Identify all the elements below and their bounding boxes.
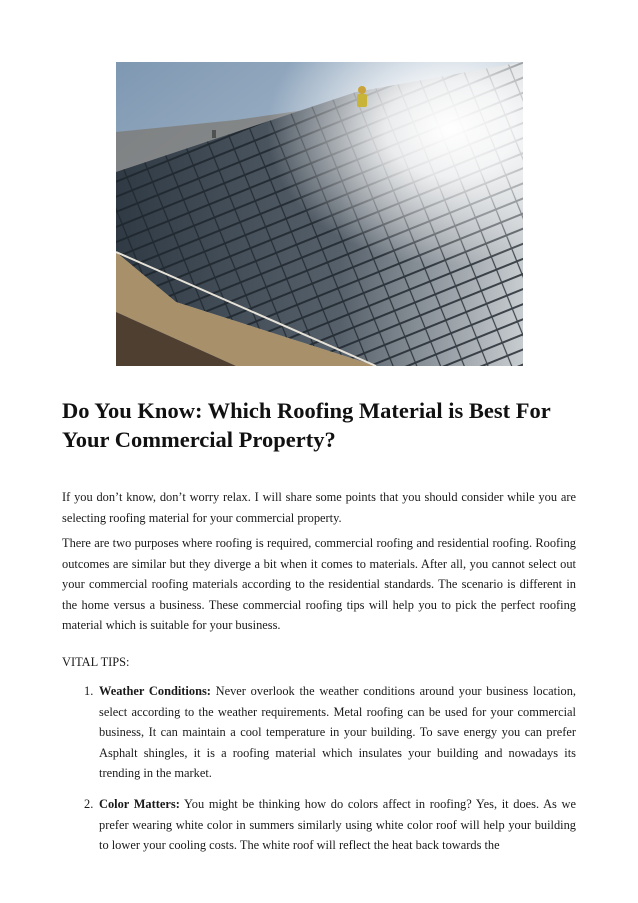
- tip-text: Never overlook the weather conditions around your business location, select according to the weather requirements. Metal roofing can be used for your commercial business, It can maintain a cool temperature in your building. To save energy you can prefer Asphalt shingles, it is a roofing material which insulates your building and nowadays its trending in the market.: [99, 684, 577, 781]
- tip-label: Weather Conditions:: [99, 684, 211, 698]
- roof-photo: [116, 62, 523, 366]
- tips-list: [62, 681, 576, 866]
- intro-paragraph: If you don’t know, don’t worry relax. I will share some points that you should consider while you are selecting roofing material for your commercial property.: [62, 490, 576, 525]
- roof-photo-illustration: [116, 62, 523, 366]
- list-item: [62, 681, 576, 784]
- list-item-number: 2.: [84, 796, 94, 811]
- tip-label: Color Matters:: [99, 796, 180, 811]
- worker-figure: [357, 86, 367, 107]
- article-title: Do You Know: Which Roofing Material is Best For Your Commercial Property?: [62, 398, 551, 452]
- list-item-number: 1.: [84, 684, 94, 698]
- tip-text: You might be thinking how do colors affect in roofing? Yes, it does. As we prefer wearing white color in summers similarly using white color roof will help your building to lower your cooling costs. The white roof will reflect the heat back towards the: [99, 796, 576, 853]
- tips-heading: VITAL TIPS:: [62, 655, 130, 669]
- purposes-paragraph: There are two purposes where roofing is required, commercial roofing and residential roofing. Roofing outcomes are similar but they diverge a bit when it comes to materials. After all, you cannot select out your commercial roofing materials according to the residential standards. The scenario is different in the home versus a business. These commercial roofing tips will help you to pick the perfect roofing material which is suitable for your business.: [62, 536, 576, 633]
- list-item: [62, 794, 576, 856]
